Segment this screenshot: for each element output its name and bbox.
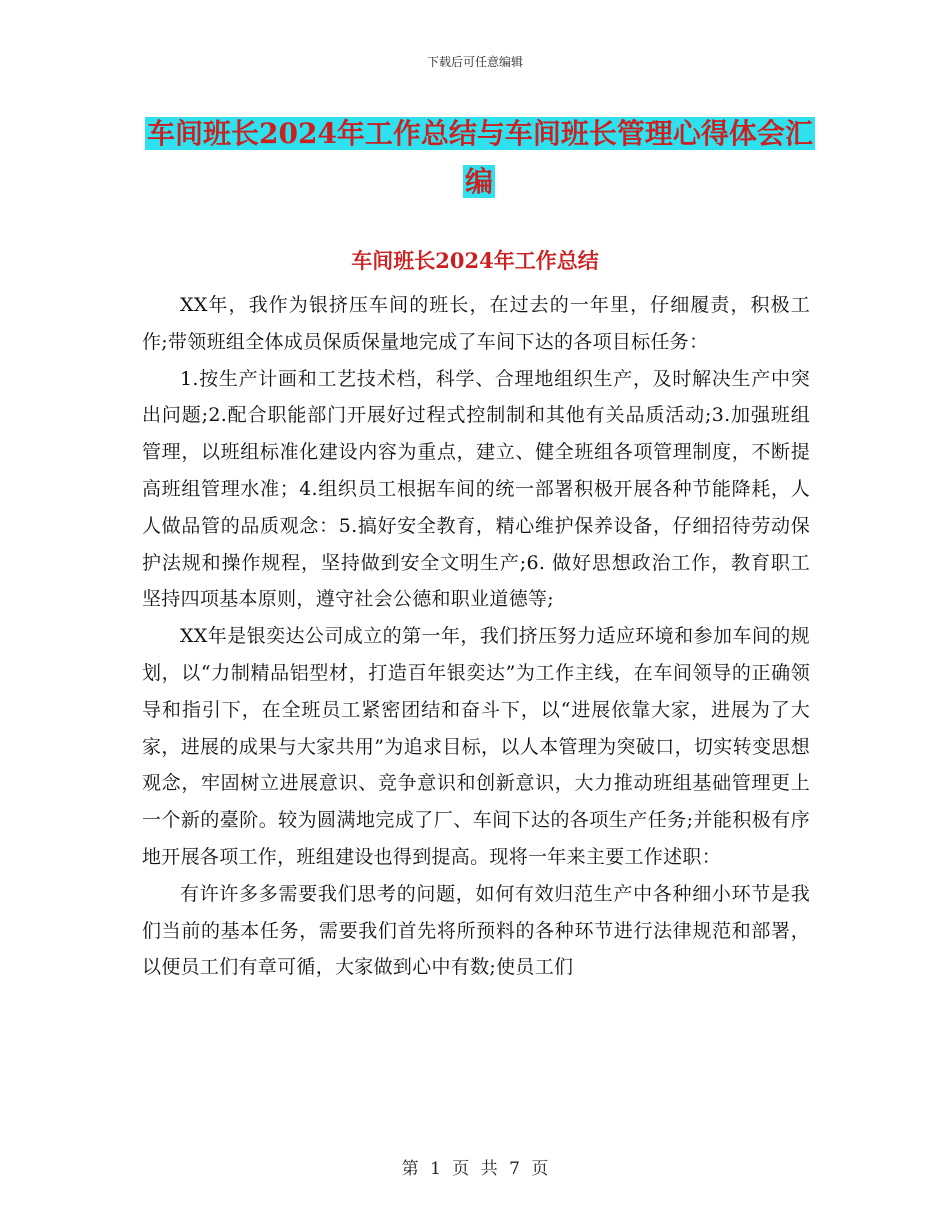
document-title-text: 车间班长2024年工作总结与车间班长管理心得体会汇编 bbox=[147, 117, 813, 198]
paragraph-3: XX年是银奕达公司成立的第一年，我们挤压努力适应环境和参加车间的规划，以“力制精品铝型材，打造百年银奕达”为工作主线，在车间领导的正确领导和指引下，在全班员工紧密团结和奋斗下，以“进展依靠大家，进展为了大家，进展的成果与大家共用”为追求目标，以人本管理为突破口，切实转变思想观念，牢固树立进展意识、竞争意识和创新意识，大力推动班组基础管理更上一个新的臺阶。较为圆满地完成了厂、车间下达的各项生产任务;并能积极有序地开展各项工作，班组建设也得到提高。现将一年来主要工作述职： bbox=[142, 625, 810, 868]
page-number-footer: 第 1 页 共 7 页 bbox=[401, 1159, 549, 1179]
document-body bbox=[142, 261, 810, 986]
document-title bbox=[145, 110, 813, 206]
paragraph-4: 有许许多多需要我们思考的问题，如何有效归范生产中各种细小环节是我们当前的基本任务，需要我们首先将所预料的各种环节进行法律规范和部署，以便员工们有章可循，大家做到心中有数;使员工们 bbox=[142, 882, 810, 979]
section-title: 车间班长2024年工作总结 bbox=[351, 248, 599, 273]
page-header-note: 下载后可任意编辑 bbox=[426, 55, 523, 69]
paragraph-1: XX年，我作为银挤压车间的班长，在过去的一年里，仔细履责，积极工作;带领班组全体成员保质保量地完成了车间下达的各项目标任务： bbox=[142, 294, 810, 353]
paragraph-2: 1.按生产计画和工艺技术档，科学、合理地组织生产，及时解决生产中突出问题;2.配合职能部门开展好过程式控制制和其他有关品质活动;3.加强班组管理，以班组标准化建设内容为重点，建立、健全班组各项管理制度，不断提高班组管理水准；4.组织员工根据车间的统一部署积极开展各种节能降耗，人人做品管的品质观念：5.搞好安全教育，精心维护保养设备，仔细招待劳动保护法规和操作规程，坚持做到安全文明生产;6. 做好思想政治工作，教育职工坚持四项基本原则，遵守社会公德和职业道德等; bbox=[142, 367, 810, 611]
